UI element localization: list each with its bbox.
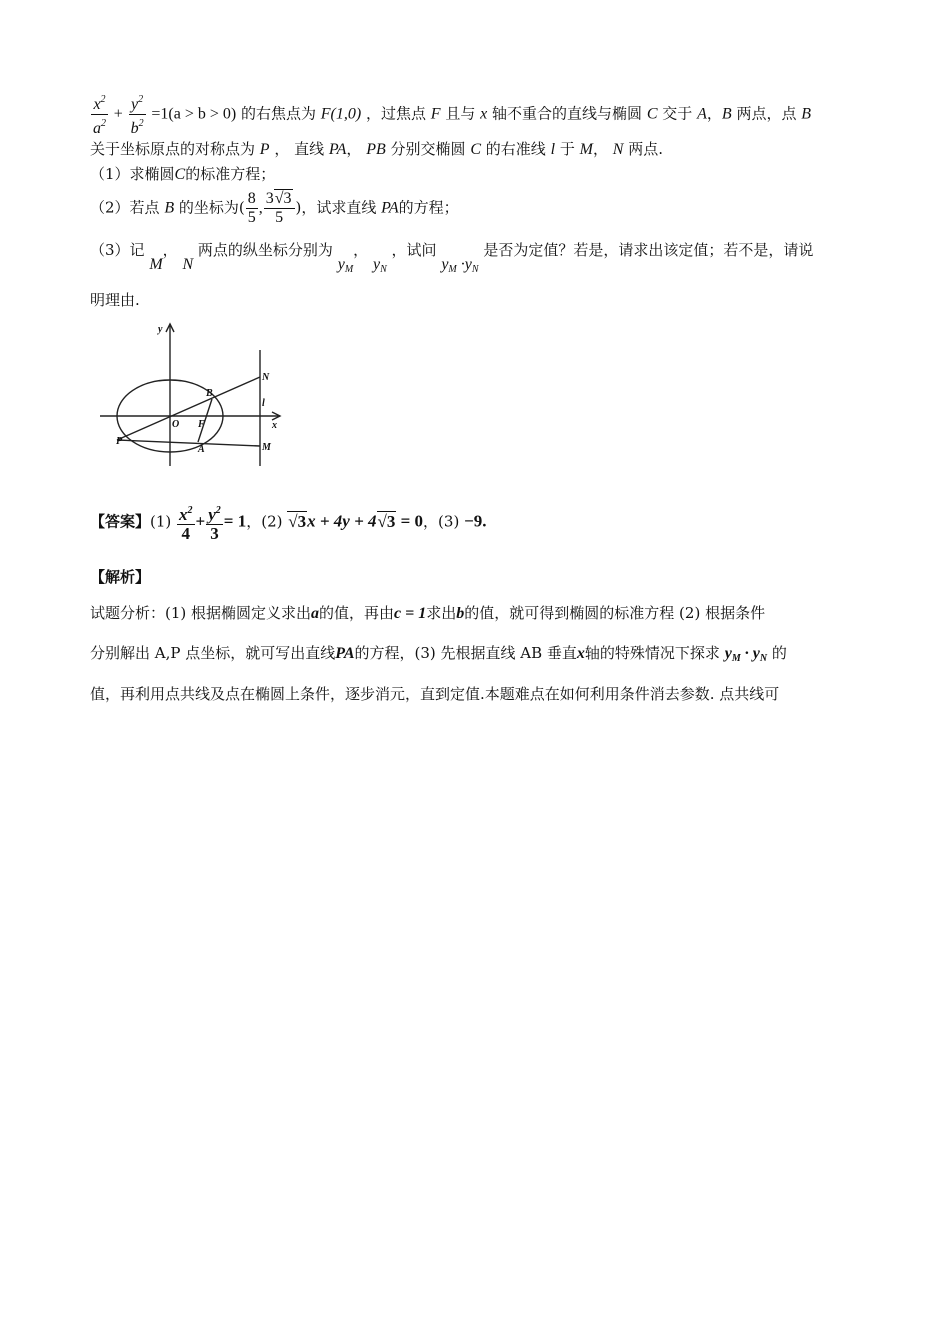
text: 的标准方程； xyxy=(185,165,276,183)
label-x: x xyxy=(272,420,277,431)
analysis-line-2 xyxy=(90,643,787,669)
var-b: b xyxy=(456,605,465,622)
question-1 xyxy=(90,164,275,185)
text: 两点的纵坐标分别为 xyxy=(197,241,333,259)
var-PA: PA xyxy=(335,645,355,662)
label-l: l xyxy=(262,398,265,409)
text: 轴的特殊情况下探求 xyxy=(584,644,720,662)
text: 的 xyxy=(771,644,787,662)
text: ，过焦点 xyxy=(366,104,427,123)
problem-line-1: $\frac{x^2}{a^2}$ + $\frac{y^2}{b^2}$ =1(a > b > 0) 的右焦点为 F(1,0) ，过焦点 F 且与 x 轴不重合的直线与椭圆 C 交于 A，B 两点，点 B xyxy=(90,91,811,138)
label-F: F xyxy=(198,419,205,430)
text: 于 xyxy=(559,140,575,158)
answer-label: 【答案】 xyxy=(90,512,151,531)
label-N: N xyxy=(262,372,270,383)
text: ， xyxy=(592,140,608,158)
text: 两点. xyxy=(628,140,663,158)
var-a: a xyxy=(311,605,320,622)
text: 且与 xyxy=(445,104,476,123)
text: )，试求直线 xyxy=(295,198,377,217)
text: ， 直线 xyxy=(274,140,325,158)
fraction-8-5: $\frac{8}{5}$ xyxy=(247,190,256,226)
var-N: N xyxy=(182,256,194,273)
var-B: B xyxy=(721,105,732,123)
var-C: C xyxy=(646,105,658,123)
label-P: P xyxy=(116,436,123,447)
var-PA: PA xyxy=(381,199,399,217)
text: (1) xyxy=(150,512,172,531)
label-B: B xyxy=(206,388,213,399)
var-N: N xyxy=(612,141,624,158)
answer-eq2: √3x + 4y + 4√3 = 0 xyxy=(288,511,424,531)
text: x + 4y + 4 xyxy=(307,511,377,531)
ellipse-condition: =1(a > b > 0) xyxy=(151,105,237,123)
product-yM-yN: $y_M \cdot y_N$ xyxy=(441,256,479,275)
text: 的值，就可得到椭圆的标准方程 (2) 根据条件 xyxy=(464,604,766,622)
analysis-line-1 xyxy=(90,603,765,624)
analysis-line-3 xyxy=(90,684,779,704)
text: 的右焦点为 xyxy=(240,104,316,123)
var-yM: $y_M$ xyxy=(337,256,354,275)
var-B: B xyxy=(801,105,812,123)
var-PA: PA xyxy=(328,141,347,158)
var-M: M xyxy=(149,256,163,273)
analysis-label: 【解析】 xyxy=(90,568,151,586)
text: 交于 xyxy=(662,104,693,123)
text: ， xyxy=(353,241,369,259)
text: 的坐标为( xyxy=(178,198,245,217)
var-B: B xyxy=(164,199,175,217)
text: ， xyxy=(346,140,362,158)
text: 分别交椭圆 xyxy=(390,140,466,158)
text: 试题分析：(1) 根据椭圆定义求出 xyxy=(90,604,312,622)
answer: 【答案】(1) $\frac{x^2}{4}$ + $\frac{y^2}{3}$ = 1，(2) √3x + 4y + 4√3 = 0，(3) −9. xyxy=(90,502,487,543)
var-l: l xyxy=(550,141,556,158)
fraction-x2-a2: $\frac{x^2}{a^2}$ xyxy=(91,91,108,138)
text: （1）求椭圆 xyxy=(90,165,175,183)
text: 两点，点 xyxy=(736,104,797,123)
var-x: x xyxy=(480,105,488,123)
label-y: y xyxy=(158,324,163,335)
text: （3）记 xyxy=(90,241,145,259)
text: 明理由. xyxy=(90,291,140,309)
var-P: P xyxy=(259,141,270,158)
var-C: C xyxy=(470,141,481,158)
text: 的方程，(3) 先根据直线 AB 垂直 xyxy=(354,644,577,662)
label-M: M xyxy=(262,442,271,453)
text: = 0 xyxy=(400,511,424,531)
var-A: A xyxy=(697,105,707,123)
var-M: M xyxy=(579,141,593,158)
text: 值，再利用点共线及点在椭圆上条件，逐步消元，直到定值.本题难点在如何利用条件消去参数. 点共线可 xyxy=(90,685,780,703)
eq-c-1: c = 1 xyxy=(394,605,427,622)
text: ，(3) xyxy=(423,512,460,531)
text: ，(2) xyxy=(246,512,283,531)
answer-value: −9. xyxy=(464,511,487,531)
answer-fraction-y2-3: $\frac{y^2}{3}$ xyxy=(206,502,223,543)
text: 轴不重合的直线与椭圆 xyxy=(492,104,643,123)
fraction-3root3-5: $\frac{3√3}{5}$ xyxy=(264,190,295,227)
var-PB: PB xyxy=(366,141,386,158)
var-C: C xyxy=(174,166,186,183)
text: ，试问 xyxy=(391,241,437,259)
answer-fraction-x2-4: $\frac{x^2}{4}$ xyxy=(177,502,195,543)
product-yM-yN: $y_M \cdot y_N$ xyxy=(724,645,768,664)
text: 的值，再由 xyxy=(319,604,395,622)
text: 是否为定值？若是，请求出该定值；若不是，请说 xyxy=(483,241,814,259)
text: ， xyxy=(162,241,178,259)
text: （2）若点 xyxy=(90,198,160,217)
var-yN: $y_N$ xyxy=(372,256,387,275)
question-3-cont xyxy=(90,290,140,310)
focus-coord: F(1,0) xyxy=(320,105,362,123)
ellipse-figure xyxy=(100,318,290,468)
text: ， xyxy=(706,104,722,123)
var-F: F xyxy=(430,105,441,123)
question-3 xyxy=(90,240,814,275)
text: 的右准线 xyxy=(485,140,546,158)
fraction-y2-b2: $\frac{y^2}{b^2}$ xyxy=(129,91,146,138)
text: 求出 xyxy=(426,604,457,622)
label-A: A xyxy=(198,444,205,455)
problem-line-2 xyxy=(90,139,663,160)
var-x: x xyxy=(576,645,585,662)
text: 关于坐标原点的对称点为 xyxy=(90,140,256,158)
text: 分别解出 A,P 点坐标，就可写出直线 xyxy=(90,644,336,662)
text: 的方程； xyxy=(398,198,459,217)
question-2: （2）若点 B 的坐标为( $\frac{8}{5}$ , $\frac{3√3}{5}$ )，试求直线 PA的方程； xyxy=(90,190,459,226)
label-O: O xyxy=(172,419,180,430)
